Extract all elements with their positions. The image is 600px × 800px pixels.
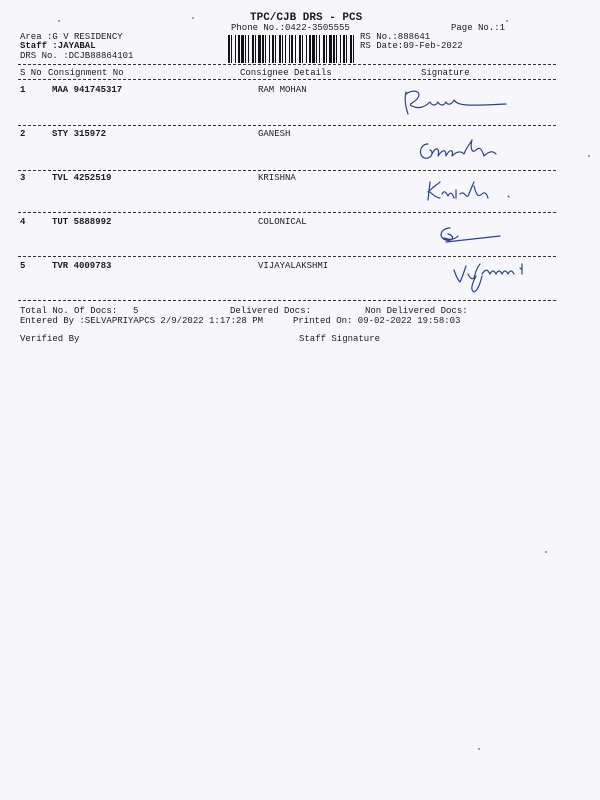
page-number: Page No.:1 bbox=[451, 23, 506, 33]
table-bottom-divider bbox=[18, 300, 556, 301]
row-sno: 5 bbox=[20, 261, 26, 271]
row-divider bbox=[18, 212, 556, 213]
signature-image bbox=[398, 84, 510, 124]
scan-speck bbox=[588, 155, 590, 157]
row-consignment: TUT 5888992 bbox=[52, 217, 112, 227]
barcode-bar bbox=[323, 35, 325, 63]
row-consignee: VIJAYALAKSHMI bbox=[258, 261, 329, 271]
signature-image bbox=[420, 176, 520, 206]
column-consignee: Consignee Details bbox=[240, 68, 332, 78]
scan-speck bbox=[192, 17, 194, 19]
barcode-bar bbox=[252, 35, 254, 63]
phone-number: Phone No.:0422-3505555 bbox=[231, 23, 350, 33]
signature-image bbox=[434, 222, 506, 248]
row-consignee: RAM MOHAN bbox=[258, 85, 307, 95]
barcode-bar bbox=[289, 35, 290, 63]
scan-speck bbox=[58, 20, 60, 22]
signature-image bbox=[448, 256, 538, 296]
barcode-bar bbox=[282, 35, 283, 63]
barcode-bar bbox=[248, 35, 249, 63]
row-divider bbox=[18, 170, 556, 171]
barcode-bar bbox=[262, 35, 264, 63]
barcode-bar bbox=[228, 35, 230, 63]
barcode-bar bbox=[265, 35, 266, 63]
area-label: Area :G V RESIDENCY bbox=[20, 32, 123, 42]
scan-speck bbox=[478, 748, 480, 750]
barcode-bar bbox=[291, 35, 293, 63]
rs-number: RS No.:888641 bbox=[360, 32, 431, 42]
column-consignment: Consignment No bbox=[48, 68, 124, 78]
row-consignee: GANESH bbox=[258, 129, 291, 139]
row-divider bbox=[18, 125, 556, 126]
barcode-bar bbox=[309, 35, 311, 63]
drs-number: DRS No. :DCJB88864101 bbox=[20, 51, 134, 61]
barcode-bar bbox=[319, 35, 320, 63]
rs-date: RS Date:09-Feb-2022 bbox=[360, 41, 463, 51]
scan-speck bbox=[545, 551, 547, 553]
barcode-bar bbox=[336, 35, 337, 63]
verified-by-label: Verified By bbox=[20, 334, 80, 344]
row-sno: 4 bbox=[20, 217, 26, 227]
barcode-bar bbox=[326, 35, 327, 63]
staff-signature-label: Staff Signature bbox=[299, 334, 381, 344]
row-consignment: TVL 4252519 bbox=[52, 173, 112, 183]
row-consignment: MAA 941745317 bbox=[52, 85, 123, 95]
row-consignee: KRISHNA bbox=[258, 173, 296, 183]
barcode-bar bbox=[258, 35, 261, 63]
document-title: TPC/CJB DRS - PCS bbox=[250, 12, 363, 24]
scan-speck bbox=[506, 20, 508, 22]
barcode-bar bbox=[329, 35, 332, 63]
barcode-bar bbox=[279, 35, 281, 63]
total-docs-label: Total No. Of Docs: bbox=[20, 306, 118, 316]
barcode-bar bbox=[269, 35, 270, 63]
barcode bbox=[228, 35, 356, 63]
printed-on: Printed On: 09-02-2022 19:58:03 bbox=[293, 316, 461, 326]
header-divider bbox=[18, 64, 556, 65]
barcode-bar bbox=[343, 35, 345, 63]
staff-label: Staff :JAYABAL bbox=[20, 41, 96, 51]
barcode-bar bbox=[238, 35, 240, 63]
barcode-bar bbox=[231, 35, 232, 63]
row-sno: 3 bbox=[20, 173, 26, 183]
barcode-bar bbox=[235, 35, 236, 63]
barcode-bar bbox=[353, 35, 354, 63]
row-sno: 1 bbox=[20, 85, 26, 95]
row-consignee: COLONICAL bbox=[258, 217, 307, 227]
barcode-bar bbox=[350, 35, 352, 63]
barcode-bar bbox=[255, 35, 256, 63]
barcode-bar bbox=[316, 35, 317, 63]
column-divider bbox=[18, 79, 556, 80]
column-signature: Signature bbox=[421, 68, 470, 78]
row-consignment: TVR 4009783 bbox=[52, 261, 112, 271]
barcode-bar bbox=[285, 35, 286, 63]
total-docs-value: 5 bbox=[133, 306, 139, 316]
barcode-bar bbox=[346, 35, 347, 63]
barcode-bar bbox=[272, 35, 274, 63]
non-delivered-docs-label: Non Delivered Docs: bbox=[365, 306, 468, 316]
barcode-bar bbox=[275, 35, 276, 63]
column-sno: S No bbox=[20, 68, 42, 78]
barcode-bar bbox=[340, 35, 341, 63]
barcode-bar bbox=[302, 35, 303, 63]
barcode-bar bbox=[245, 35, 246, 63]
barcode-bar bbox=[312, 35, 315, 63]
barcode-bar bbox=[295, 35, 296, 63]
row-consignment: STY 315972 bbox=[52, 129, 107, 139]
barcode-bar bbox=[306, 35, 307, 63]
delivered-docs-label: Delivered Docs: bbox=[230, 306, 312, 316]
entered-by: Entered By :SELVAPRIYAPCS 2/9/2022 1:17:28 PM bbox=[20, 316, 264, 326]
signature-image bbox=[414, 132, 514, 168]
barcode-bar bbox=[241, 35, 244, 63]
barcode-bar bbox=[299, 35, 301, 63]
barcode-bar bbox=[333, 35, 335, 63]
row-sno: 2 bbox=[20, 129, 26, 139]
